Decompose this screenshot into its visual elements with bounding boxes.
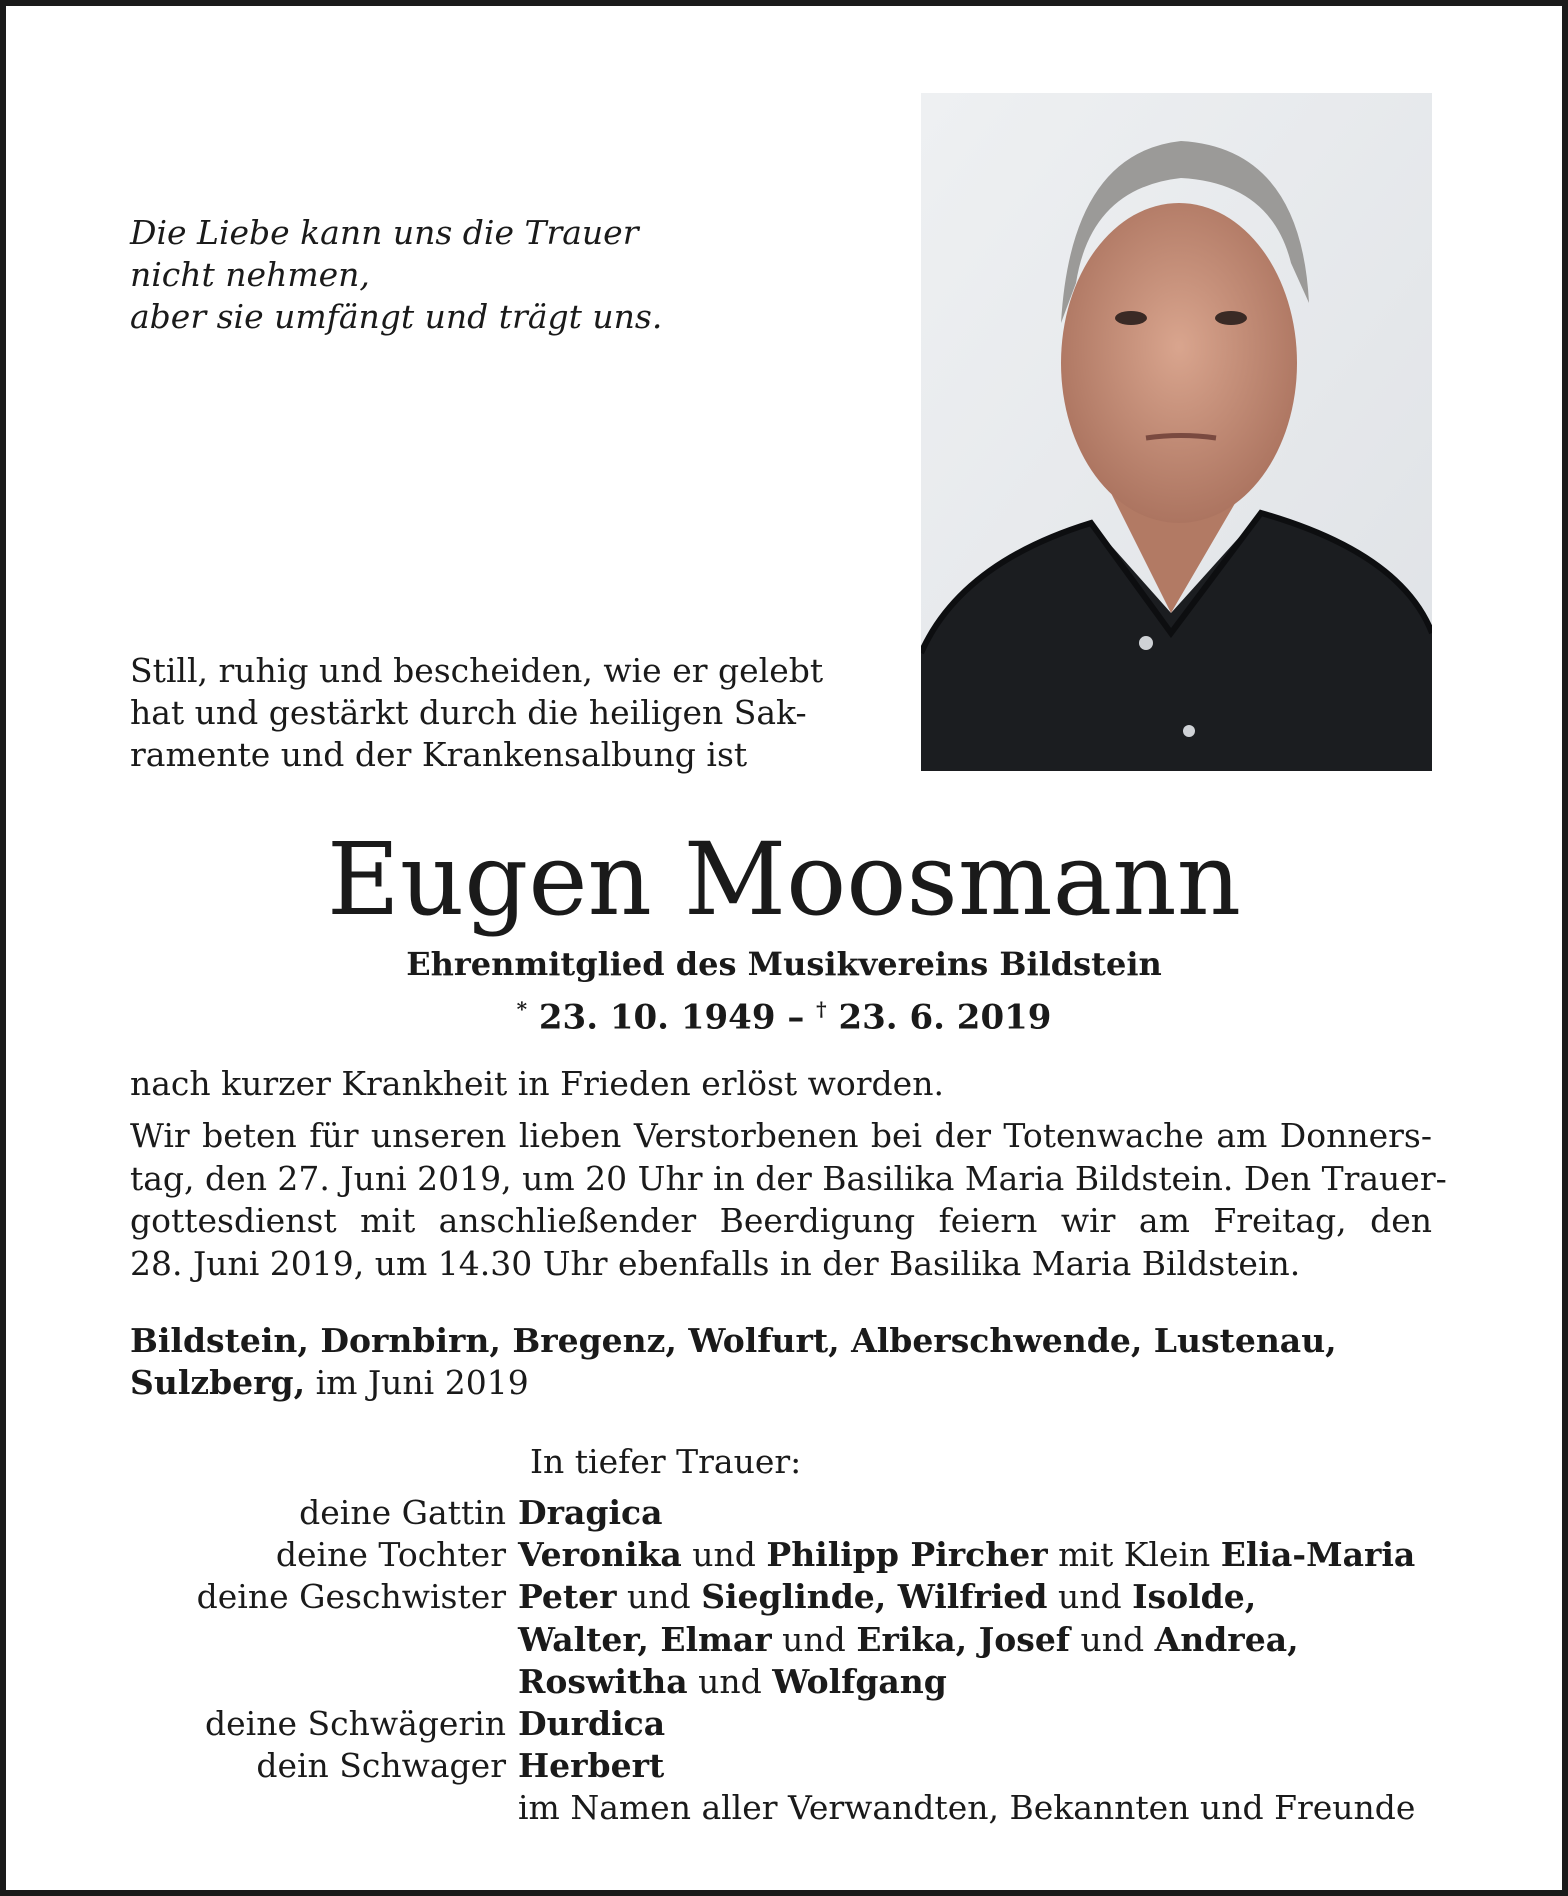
paragraph-line: tag, den 27. Juni 2019, um 20 Uhr in der Basilika Maria Bildstein. Den Trauer- [130,1158,1447,1198]
mourners-heading: In tiefer Trauer: [530,1442,802,1481]
place-date: im Juni 2019 [305,1363,529,1402]
service-paragraph [130,1115,1447,1285]
intro-text [130,650,823,776]
mourner-name: Erika, Josef [856,1619,1071,1659]
connector-text: und [1047,1577,1133,1617]
mourner-names [518,1576,1256,1618]
connector-text: im Namen aller Verwandten, Bekannten und Freunde [518,1788,1416,1828]
relation-label: deine Geschwister [196,1577,506,1617]
mourner-row [0,1745,1415,1787]
places-date [130,1320,1337,1404]
honorary-title: Ehrenmitglied des Musikvereins Bildstein [406,945,1162,983]
connector-text: mit Klein [1047,1535,1221,1575]
relation-label [0,1787,518,1829]
birth-date: 23. 10. 1949 [538,997,776,1038]
deceased-name: Eugen Moosmann [326,821,1242,938]
mourner-row [0,1534,1415,1576]
death-date: 23. 6. 2019 [838,997,1052,1038]
mourner-row [0,1787,1415,1829]
mourner-names [518,1703,665,1745]
mourner-name: Walter, Elmar [518,1619,772,1659]
birth-symbol: * [516,997,528,1021]
quote-line: aber sie umfängt und trägt uns. [130,297,663,336]
intro-line: Still, ruhig und bescheiden, wie er gelebt [130,651,824,690]
mourner-name: Isolde, [1132,1577,1257,1617]
mourner-names [518,1492,662,1534]
portrait-photo [921,93,1432,771]
intro-line: ramente und der Krankensalbung ist [130,735,748,774]
release-line [130,1063,1432,1106]
paragraph-line: gottesdienst mit anschließender Beerdigung feiern wir am Freitag, den [130,1201,1432,1240]
mourner-name: Durdica [518,1704,666,1744]
quote-line: nicht nehmen, [130,255,370,294]
life-dates [0,988,1568,1038]
mourner-name: Elia-Maria [1220,1535,1416,1575]
connector-text: und [616,1577,702,1617]
mourner-names [518,1534,1415,1576]
paragraph-line: Wir beten für unseren lieben Verstorbenen bei der Totenwache am Donners- [130,1116,1432,1155]
relation-label: deine Gattin [299,1493,506,1532]
paragraph-line: 28. Juni 2019, um 14.30 Uhr ebenfalls in der Basilika Maria Bildstein. [130,1243,1301,1283]
mourner-name: Andrea, [1154,1619,1299,1659]
mourner-name: Veronika [518,1535,682,1575]
relation-label: deine Schwägerin [205,1704,506,1744]
mourner-name: Dragica [518,1493,663,1532]
relation-label: dein Schwager [256,1746,506,1786]
mourner-names [518,1661,947,1703]
connector-text: und [1070,1619,1155,1659]
mourner-names [518,1787,1415,1829]
date-dash: – [787,997,805,1038]
connector-text: und [681,1535,767,1575]
mourner-name: Philipp Pircher [766,1535,1048,1575]
body-line: nach kurzer Krankheit in Frieden erlöst worden. [130,1064,944,1103]
quote-line: Die Liebe kann uns die Trauer [130,213,639,252]
mourner-name: Sieglinde, Wilfried [701,1577,1048,1617]
mourner-name: Peter [518,1577,617,1617]
mourner-row [0,1661,1415,1703]
mourners-list [0,1492,1415,1830]
relation-label: deine Tochter [275,1535,506,1575]
mourner-row [0,1492,1415,1534]
mourner-row [0,1703,1415,1745]
mourner-name: Wolfgang [772,1661,947,1701]
mourner-names [518,1745,664,1787]
death-symbol: † [816,997,827,1021]
connector-text: und [771,1619,857,1659]
mourner-name: Herbert [518,1746,665,1786]
mourner-name: Roswitha [518,1661,688,1701]
connector-text: und [687,1661,773,1701]
relation-label [0,1661,518,1703]
quote [130,212,662,338]
places-list-end: Sulzberg, [130,1363,306,1402]
places-list: Bildstein, Dornbirn, Bregenz, Wolfurt, Alberschwende, Lustenau, [130,1321,1337,1360]
mourner-names [518,1619,1299,1661]
mourner-row [0,1619,1415,1661]
mourner-row [0,1576,1415,1618]
intro-line: hat und gestärkt durch die heiligen Sak- [130,693,807,732]
relation-label [0,1619,518,1661]
